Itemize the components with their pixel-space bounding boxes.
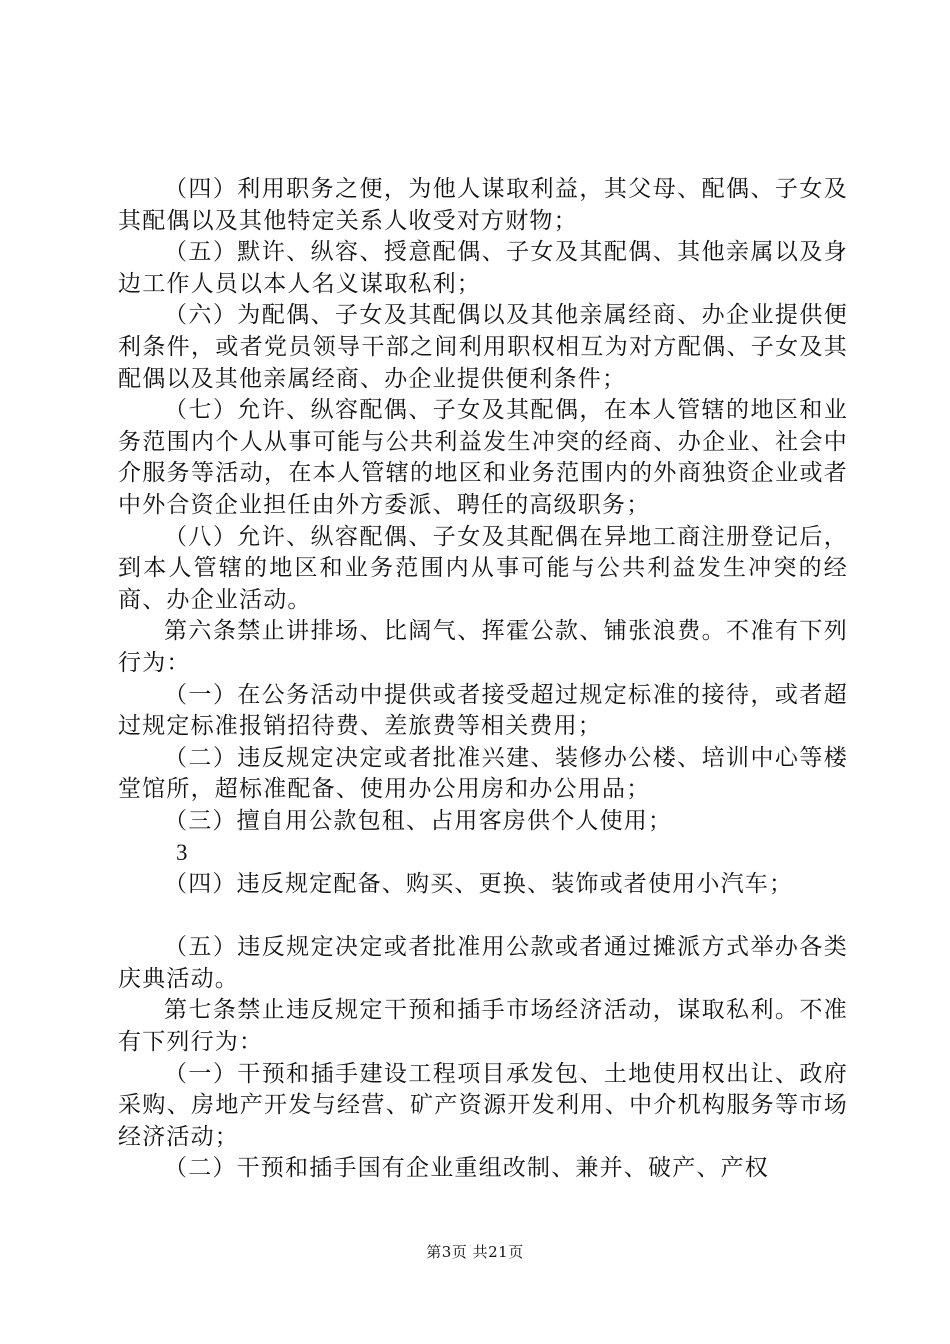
- article-7-item-1: （一）干预和插手建设工程项目承发包、土地使用权出让、政府采购、房地产开发与经营、矿产资源开发利用、中介机构服务等市场经济活动；: [118, 1060, 848, 1150]
- article-7-item-2: （二）干预和插手国有企业重组改制、兼并、破产、产权: [164, 1155, 769, 1182]
- article-6-heading: 第六条禁止讲排场、比阔气、挥霍公款、铺张浪费。不准有下列行为：: [118, 618, 848, 676]
- clause-8-remote-registration: （八）允许、纵容配偶、子女及其配偶在异地工商注册登记后，到本人管辖的地区和业务范围内从事可能与公共利益发生冲突的经商、办企业活动。: [118, 523, 848, 613]
- article-6-item-4: （四）违反规定配备、购买、更换、装饰或者使用小汽车；: [164, 871, 794, 898]
- clause-6-business-convenience: （六）为配偶、子女及其配偶以及其他亲属经商、办企业提供便利条件，或者党员领导干部之间利用职权相互为对方配偶、子女及其配偶以及其他亲属经商、办企业提供便利条件；: [118, 302, 848, 392]
- article-6-item-2: （二）违反规定决定或者批准兴建、装修办公楼、培训中心等楼堂馆所，超标准配备、使用办公用房和办公用品；: [118, 744, 848, 803]
- blank-line: [118, 901, 848, 933]
- clause-7-conflict-of-interest: （七）允许、纵容配偶、子女及其配偶，在本人管辖的地区和业务范围内个人从事可能与公共利益发生冲突的经商、办企业、社会中介服务等活动，在本人管辖的地区和业务范围内的外商独资企业或者中外合资企业担任由外方委派、聘任的高级职务；: [118, 397, 848, 518]
- embedded-page-number: 3: [176, 840, 189, 866]
- article-6-item-5: （五）违反规定决定或者批准用公款或者通过摊派方式举办各类庆典活动。: [118, 934, 848, 992]
- document-body: [118, 174, 848, 1185]
- page-footer: 第3页 共21页: [426, 1243, 524, 1261]
- clause-4-relatives-gifts: （四）利用职务之便，为他人谋取利益，其父母、配偶、子女及其配偶以及其他特定关系人收受对方财物；: [118, 176, 848, 234]
- article-6-item-1: （一）在公务活动中提供或者接受超过规定标准的接待，或者超过规定标准报销招待费、差旅费等相关费用；: [118, 681, 848, 740]
- article-6-item-3: （三）擅自用公款包租、占用客房供个人使用；: [164, 807, 673, 834]
- clause-5-private-gain: （五）默许、纵容、授意配偶、子女及其配偶、其他亲属以及身边工作人员以本人名义谋取私利；: [118, 239, 848, 297]
- article-7-heading: 第七条禁止违反规定干预和插手市场经济活动，谋取私利。不准有下列行为：: [118, 997, 848, 1056]
